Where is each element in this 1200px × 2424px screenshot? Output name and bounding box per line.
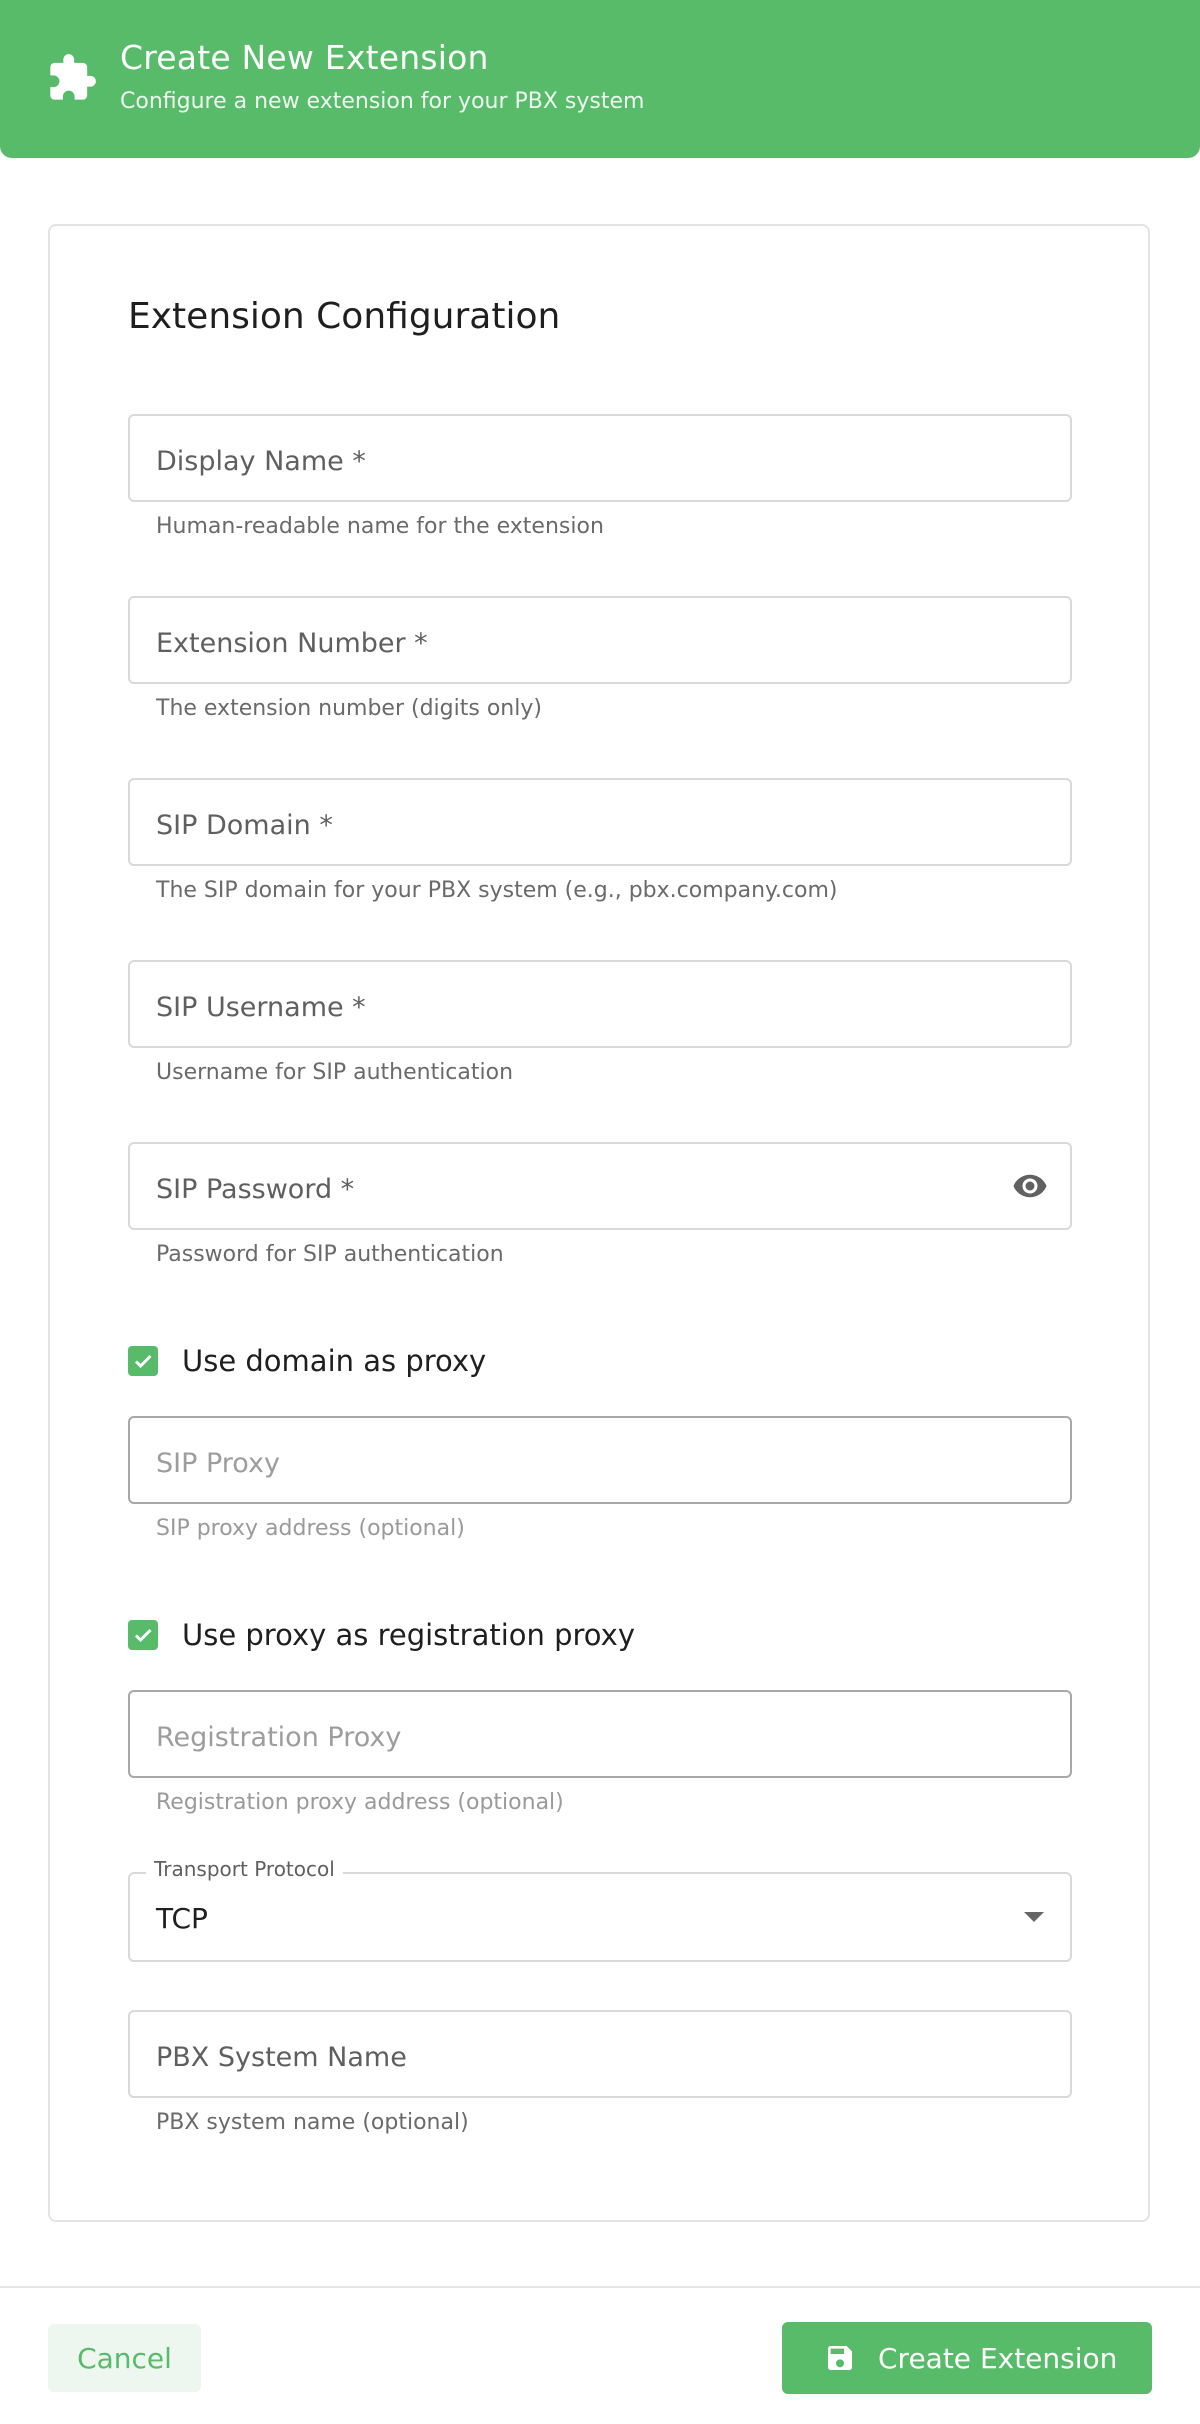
use-domain-as-proxy-checkbox[interactable] [128,1346,158,1376]
use-proxy-as-registration-label: Use proxy as registration proxy [182,1618,635,1652]
pbx-system-name-field[interactable] [128,2010,1072,2098]
eye-icon[interactable] [1008,1168,1052,1204]
create-extension-label: Create Extension [878,2342,1118,2375]
section-title: Extension Configuration [128,296,561,337]
display-name-label: Display Name * [156,446,366,477]
transport-protocol-value: TCP [156,1902,208,1935]
puzzle-piece-icon [46,52,98,104]
dialog-subtitle: Configure a new extension for your PBX system [120,89,645,114]
sip-domain-field[interactable] [128,778,1072,866]
extension-number-helper: The extension number (digits only) [156,696,542,721]
sip-proxy-label: SIP Proxy [156,1448,280,1479]
use-proxy-as-registration-checkbox[interactable] [128,1620,158,1650]
registration-proxy-helper: Registration proxy address (optional) [156,1790,564,1815]
pbx-system-name-label: PBX System Name [156,2042,407,2073]
create-extension-button[interactable] [782,2322,1152,2394]
extension-number-label: Extension Number * [156,628,428,659]
extension-number-field[interactable] [128,596,1072,684]
sip-password-helper: Password for SIP authentication [156,1242,504,1267]
save-icon [824,2342,856,2374]
sip-domain-helper: The SIP domain for your PBX system (e.g., pbx.company.com) [156,878,838,903]
sip-password-field[interactable] [128,1142,1072,1230]
sip-password-label: SIP Password * [156,1174,355,1205]
cancel-button[interactable]: Cancel [48,2324,201,2392]
sip-username-field[interactable] [128,960,1072,1048]
sip-proxy-helper: SIP proxy address (optional) [156,1516,465,1541]
registration-proxy-label: Registration Proxy [156,1722,402,1753]
checkmark-icon [131,1623,155,1647]
pbx-system-name-helper: PBX system name (optional) [156,2110,469,2135]
registration-proxy-field[interactable] [128,1690,1072,1778]
display-name-field[interactable] [128,414,1072,502]
footer-divider [0,2286,1200,2288]
dropdown-arrow-icon [1024,1912,1044,1922]
transport-protocol-select[interactable] [128,1872,1072,1962]
transport-protocol-label: Transport Protocol [146,1857,343,1881]
sip-username-label: SIP Username * [156,992,366,1023]
display-name-helper: Human-readable name for the extension [156,514,604,539]
dialog-header [0,0,1200,158]
sip-domain-label: SIP Domain * [156,810,333,841]
dialog-title: Create New Extension [120,38,489,77]
sip-username-helper: Username for SIP authentication [156,1060,514,1085]
use-domain-as-proxy-label: Use domain as proxy [182,1344,487,1378]
sip-proxy-field[interactable] [128,1416,1072,1504]
checkmark-icon [131,1349,155,1373]
